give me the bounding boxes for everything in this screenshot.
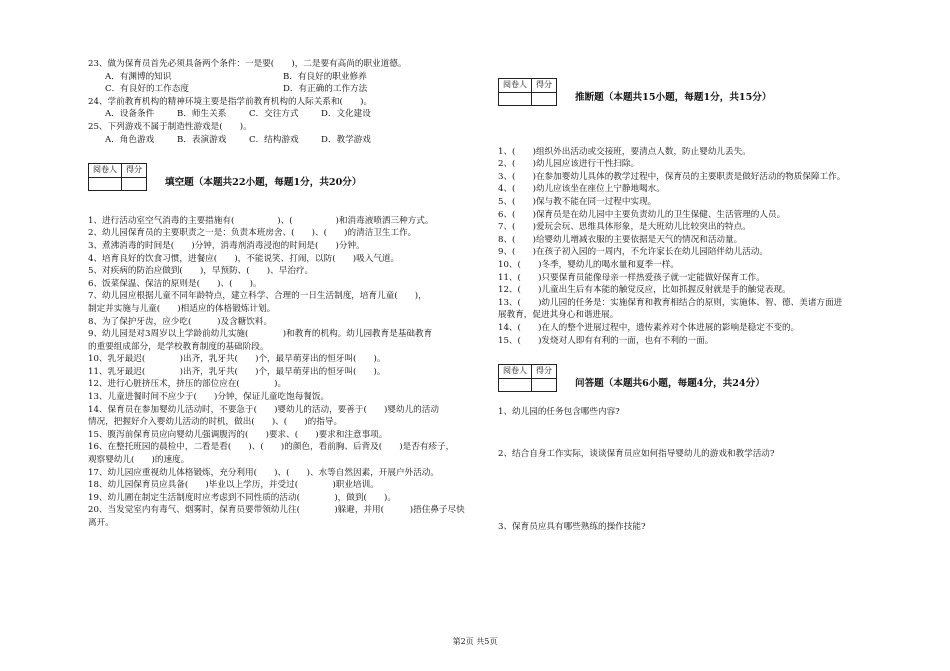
score-label: 得分: [532, 365, 557, 379]
judge-line: 2、( )幼儿园应该进行干性扫除。: [498, 159, 640, 170]
question-23-options-row2: [88, 83, 484, 96]
reviewer-label: 阅卷人: [89, 164, 122, 178]
fill-line: 离开。: [88, 518, 114, 528]
fill-line: 15、腹泻前保育员应向婴幼儿强调腹泻的( )要求、( )要求和注意事项。: [88, 429, 388, 440]
judge-line: 6、( )保育员是在幼儿园中主要负责幼儿的卫生保健、生活管理的人员。: [498, 209, 786, 220]
judge-line: 1、( )组织外出活动或交接班，要清点人数，防止婴幼儿丢失。: [498, 146, 751, 157]
judge-line: 12、( )儿童出生后有本能的触觉反应，比如抓握反射就是手的触觉表现。: [498, 285, 791, 296]
reviewer-label: 阅卷人: [499, 365, 532, 379]
question-25: 25、下列游戏不属于制造性游戏是( )。: [88, 121, 252, 132]
left-column: [88, 58, 484, 530]
judge-line: 3、( )在参加婴幼儿具体的教学过程中，保育员的主要职责是做好活动的物质保障工作。: [498, 171, 846, 182]
qa-question-3: 3、保育员应具有哪些熟练的操作技能?: [498, 521, 646, 532]
score-cell: [122, 177, 147, 190]
fill-line: 9、幼儿园是对3周岁以上学龄前幼儿实施( )和教育的机构。幼儿园教育是基础教育: [88, 329, 433, 340]
qa-section-title: 问答题（本题共6小题，每题4分，共24分）: [575, 378, 765, 390]
judge-line: 9、( )在孩子初入园的一周内，不允许家长在幼儿园陪伴幼儿活动。: [498, 247, 768, 258]
fill-line: 3、煮沸消毒的时间是( )分钟，消毒剂消毒浸泡的时间是( )分钟。: [88, 240, 365, 251]
fill-line: 6、饭菜保温、保洁的原则是( )、( )。: [88, 278, 262, 289]
judge-line: 15、( )发烧对人即有有利的一面，也有不利的一面。: [498, 335, 714, 346]
fill-line: 10、乳牙最迟( )出齐，乳牙共( )个，最早萌芽出的恒牙叫( )。: [88, 354, 386, 365]
score-label: 得分: [122, 164, 147, 178]
judge-line: 10、( )冬季，婴幼儿的喝水量和夏季一样。: [498, 259, 679, 270]
score-cell: [532, 378, 557, 391]
judge-questions: [498, 146, 874, 348]
qa-question-1: 1、幼儿园的任务包含哪些内容?: [498, 406, 620, 417]
reviewer-cell: [89, 177, 122, 190]
judge-section-title: 推断题（本题共15小题，每题1分，共15分）: [575, 92, 772, 103]
judge-line: 8、( )给婴幼儿增减衣服的主要依据是天气的情况和活动量。: [498, 234, 743, 245]
score-cell: [532, 92, 557, 105]
reviewer-cell: [499, 92, 532, 105]
question-24-options: [88, 108, 484, 121]
judge-line: 14、( )在人的整个进展过程中，遗传素养对个体进展的影响是稳定不变的。: [498, 322, 800, 333]
fill-line: 16、在整托班园的晨检中，二看是看( )、( )的颜色，看前胸、后背及( )是否有疹子，: [88, 442, 455, 453]
question-23: 23、做为保育员首先必须具备两个条件：一是要( )，二是要有高尚的职业道德。: [88, 59, 407, 69]
option-b: B．表演游戏: [177, 134, 227, 145]
option-a: A．角色游戏: [105, 134, 155, 145]
fill-line: 制定并实施与儿童( )相适应的体格锻炼计划。: [88, 303, 276, 314]
fill-line: 13、儿童进餐时间不应少于( )分钟，保证儿童吃饱每餐饭。: [88, 392, 330, 403]
option-d: D．教学游戏: [321, 134, 371, 145]
fill-line: 14、保育员在参加婴幼儿活动时，不要急于( )婴幼儿的活动，要善于( )婴幼儿的活动: [88, 404, 439, 415]
option-a: A．有渊博的知识: [105, 71, 172, 82]
question-25-options: [88, 134, 484, 147]
fill-line: 20、当发觉室内有毒气、烟雾时，保育员要带领幼儿往( )躲避，并用( )捂住鼻子尽快: [88, 505, 465, 516]
fill-line: 19、幼儿圃在制定生活制度时应考虑到不同性质的活动( )，做到( )。: [88, 492, 396, 503]
option-d: D．有正确的工作方法: [283, 84, 368, 95]
fill-line: 情况，把握好介入婴幼儿活动的时机，做出( )、( )的指导。: [88, 417, 343, 428]
question-23-options: [88, 71, 484, 84]
fill-line: 1、进行活动室空气消毒的主要措施有( )、( )和消毒液喷洒三种方式。: [88, 215, 434, 226]
judge-line: 4、( )幼儿应该坐在座位上宁静地喝水。: [498, 184, 665, 195]
option-c: C．交往方式: [249, 109, 299, 120]
judge-line: 11、( )只要保育员能像母亲一样热爱孩子就一定能做好保育工作。: [498, 272, 765, 283]
option-b: B．有良好的职业修养: [283, 71, 367, 82]
fill-line: 观察婴幼儿( )的速度。: [88, 455, 190, 466]
fill-questions: [88, 215, 484, 530]
judge-line: 13、( )幼儿园的任务是：实施保育和教育相结合的原则，实施体、智、德、美诸方面进: [498, 297, 843, 308]
fill-line: 4、培育良好的饮食习惯，进餐应( )，不能说笑、打闹，以防( )吸入气道。: [88, 253, 400, 264]
qa-section-header: [498, 364, 874, 392]
score-label: 得分: [532, 79, 557, 93]
option-c: C．结构游戏: [249, 134, 299, 145]
fill-section-title: 填空题（本题共22小题，每题1分，共20分）: [165, 177, 362, 189]
judge-line: 展教育，促进其身心和谐进展。: [498, 310, 619, 321]
option-c: C．有良好的工作态度: [105, 84, 189, 95]
fill-line: 12、进行心脏挤压术，挤压的部位应在( )。: [88, 379, 287, 390]
question-24: 24、学前教育机构的精神环境主要是指学前教育机构的人际关系和( )。: [88, 96, 373, 107]
score-box: [498, 78, 557, 106]
fill-line: 17、幼儿园应重视幼儿体格锻炼，充分利用( )、( )、水等自然因素，开展户外活动。: [88, 467, 439, 478]
judge-line: 5、( )保与教不能在同一过程中实现。: [498, 196, 657, 207]
fill-line: 11、乳牙最迟( )出齐，乳牙共( )个，最早萌芽出的恒牙叫( )。: [88, 366, 386, 377]
fill-line: 18、幼儿园保育员应具备( )毕业以上学历，并受过( )职业培训。: [88, 480, 379, 491]
score-box: [88, 163, 147, 191]
fill-line: 5、对疾病的防治应做到( )，早预防、( )、早治疗。: [88, 266, 314, 277]
reviewer-label: 阅卷人: [499, 79, 532, 93]
fill-line: 7、幼儿园应根据儿童不同年龄特点，建立科学、合理的一日生活制度，培育儿童( )，: [88, 291, 427, 302]
score-box: [498, 364, 557, 392]
fill-line: 8、为了保护牙齿，应少吃( )及含糖饮料。: [88, 316, 273, 327]
judge-section-header: [498, 78, 874, 106]
fill-line: 2、幼儿园保育员的主要职责之一是：负责本班房舍、( )、( )的清洁卫生工作。: [88, 228, 417, 239]
judge-line: 7、( )爱玩会玩、思维具体形象，是大班幼儿比较突出的特点。: [498, 222, 751, 233]
reviewer-cell: [499, 378, 532, 391]
right-column: [498, 78, 874, 533]
option-a: A．设备条件: [105, 109, 155, 120]
fill-section-header: [88, 163, 484, 191]
page-footer: 第2页 共5页: [452, 637, 498, 646]
fill-line: 的重要组成部分，是学校教育制度的基础阶段。: [88, 341, 269, 352]
option-d: D．文化建设: [321, 109, 371, 120]
option-b: B．师生关系: [177, 109, 227, 120]
qa-question-2: 2、结合自身工作实际，谈谈保育员应如何指导婴幼儿的游戏和教学活动?: [498, 449, 775, 460]
